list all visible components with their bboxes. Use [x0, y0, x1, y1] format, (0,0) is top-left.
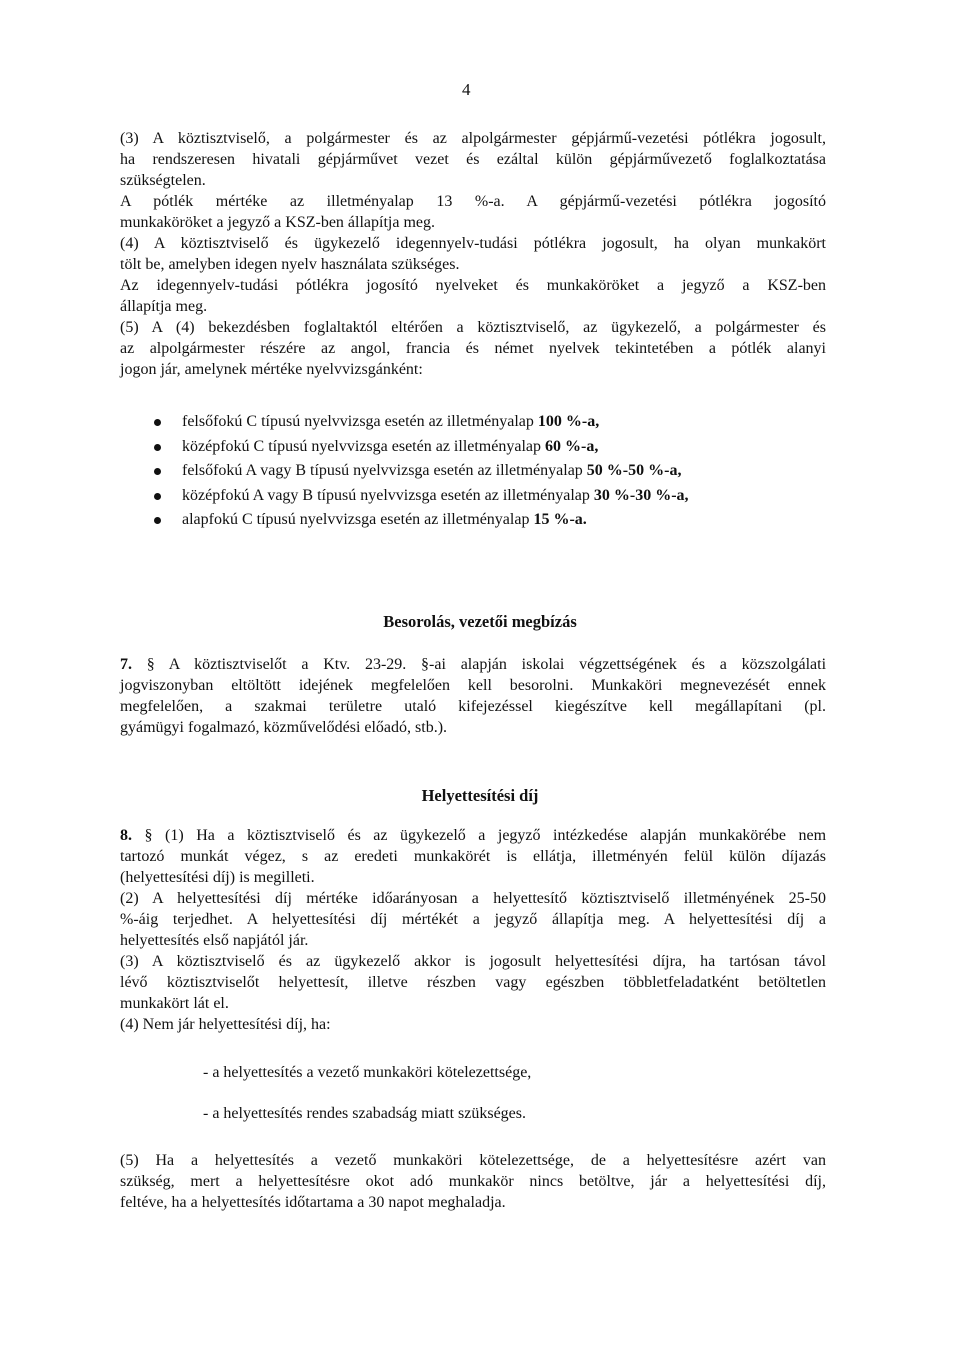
text-line: szükségtelen. — [120, 172, 206, 189]
section-heading-classification: Besorolás, vezetői megbízás — [383, 612, 577, 631]
text-line: gyámügyi fogalmazó, közművelődési előadó, stb.). — [120, 719, 448, 736]
text-line: jogviszonyban eltöltött idejének megfelelően kell besorolni. Munkaköri megnevezését ennek — [120, 677, 826, 694]
paragraph-8-5 — [120, 1150, 826, 1213]
text-line: (3) A köztisztviselő, a polgármester és az alpolgármester gépjármű-vezetési pótlékra jogosult, — [120, 130, 826, 147]
text-line: tartozó munkát végez, s az eredeti munkakörét is ellátja, illetményén felül külön díjazás — [120, 848, 826, 865]
text-line: feltéve, ha a helyettesítés időtartama a 30 napot meghaladja. — [120, 1194, 506, 1211]
section-sign: § — [146, 656, 155, 673]
text-line: (helyettesítési díj) is megilleti. — [120, 869, 315, 886]
section-sign: § — [144, 827, 153, 844]
text-line: az alpolgármester részére az angol, francia és német nyelvek tekintetében a pótlék alanyi — [120, 340, 826, 357]
text-line: 8. § (1) Ha a köztisztviselő és az ügykezelő a jegyző intézkedése alapján munkakörébe nem — [120, 827, 827, 844]
text-line: (2) A helyettesítési díj mértéke időarányosan a helyettesítő köztisztviselő illetményének 25-50 — [120, 890, 826, 907]
section-heading-substitution-fee: Helyettesítési díj — [421, 786, 539, 805]
text-line: %-áig terjedhet. A helyettesítési díj mértékét a jegyző állapítja meg. A helyettesítési díj a — [120, 911, 826, 928]
section-8 — [120, 825, 826, 1035]
list-item: felsőfokú A vagy B típusú nyelvvizsga esetén az illetményalap 50 %-50 %-a, — [150, 459, 689, 484]
language-exam-list — [150, 410, 689, 533]
text-line: szükség, mert a helyettesítésre okot adó munkakör nincs betöltve, jár a helyettesítési díj, — [120, 1173, 826, 1190]
page-number: 4 — [462, 80, 471, 99]
text-line: (3) A köztisztviselő és az ügykezelő akkor is jogosult helyettesítési díjra, ha tartósan távol — [120, 953, 826, 970]
text-line: (5) Ha a helyettesítés a vezető munkaköri kötelezettsége, de a helyettesítésre azért van — [120, 1152, 826, 1169]
section-7 — [120, 654, 826, 738]
list-item: alapfokú C típusú nyelvvizsga esetén az illetményalap 15 %-a. — [150, 508, 689, 533]
list-item: felsőfokú C típusú nyelvvizsga esetén az illetményalap 100 %-a, — [150, 410, 689, 435]
text-line: megfelelően, a szakmai területre utaló kifejezéssel kiegészítve kell megállapítani (pl. — [120, 698, 826, 715]
list-item: középfokú C típusú nyelvvizsga esetén az illetményalap 60 %-a, — [150, 435, 689, 460]
text-line: 7. § A köztisztviselőt a Ktv. 23-29. §-ai alapján iskolai végzettségének és a közszolgálati — [120, 656, 827, 673]
text-line: tölt be, amelyben idegen nyelv használata szükséges. — [120, 256, 460, 273]
dash-item: - a helyettesítés a vezető munkaköri kötelezettsége, — [203, 1064, 532, 1081]
dash-item: - a helyettesítés rendes szabadság miatt szükséges. — [203, 1105, 526, 1122]
text-line: Az idegennyelv-tudási pótlékra jogosító nyelveket és munkaköröket a jegyző a KSZ-ben — [120, 277, 826, 294]
text-line: ha rendszeresen hivatali gépjárművet vezet és ezáltal külön gépjárművezető foglalkoztatása — [120, 151, 826, 168]
paragraph-pay-allowances — [120, 128, 826, 380]
text-line: A pótlék mértéke az illetményalap 13 %-a. A gépjármű-vezetési pótlékra jogosító — [120, 193, 826, 210]
text-line: munkaköröket a jegyző a KSZ-ben állapítja meg. — [120, 214, 436, 231]
text-line: (4) Nem jár helyettesítési díj, ha: — [120, 1016, 331, 1033]
text-line: munkakört lát el. — [120, 995, 229, 1012]
text-line: jogon jár, amelynek mértéke nyelvvizsgánként: — [120, 361, 423, 378]
text-line: lévő köztisztviselőt helyettesít, illetve részben vagy egészben többletfeladatként betöltetlen — [120, 974, 826, 991]
text-line: állapítja meg. — [120, 298, 208, 315]
text-line: (5) A (4) bekezdésben foglaltaktól eltérően a köztisztviselő, az ügykezelő, a polgármester és — [120, 319, 826, 336]
text-line: (4) A köztisztviselő és ügykezelő idegennyelv-tudási pótlékra jogosult, ha olyan munkakört — [120, 235, 826, 252]
list-item: középfokú A vagy B típusú nyelvvizsga esetén az illetményalap 30 %-30 %-a, — [150, 484, 689, 509]
text-line: helyettesítés első napjától jár. — [120, 932, 309, 949]
